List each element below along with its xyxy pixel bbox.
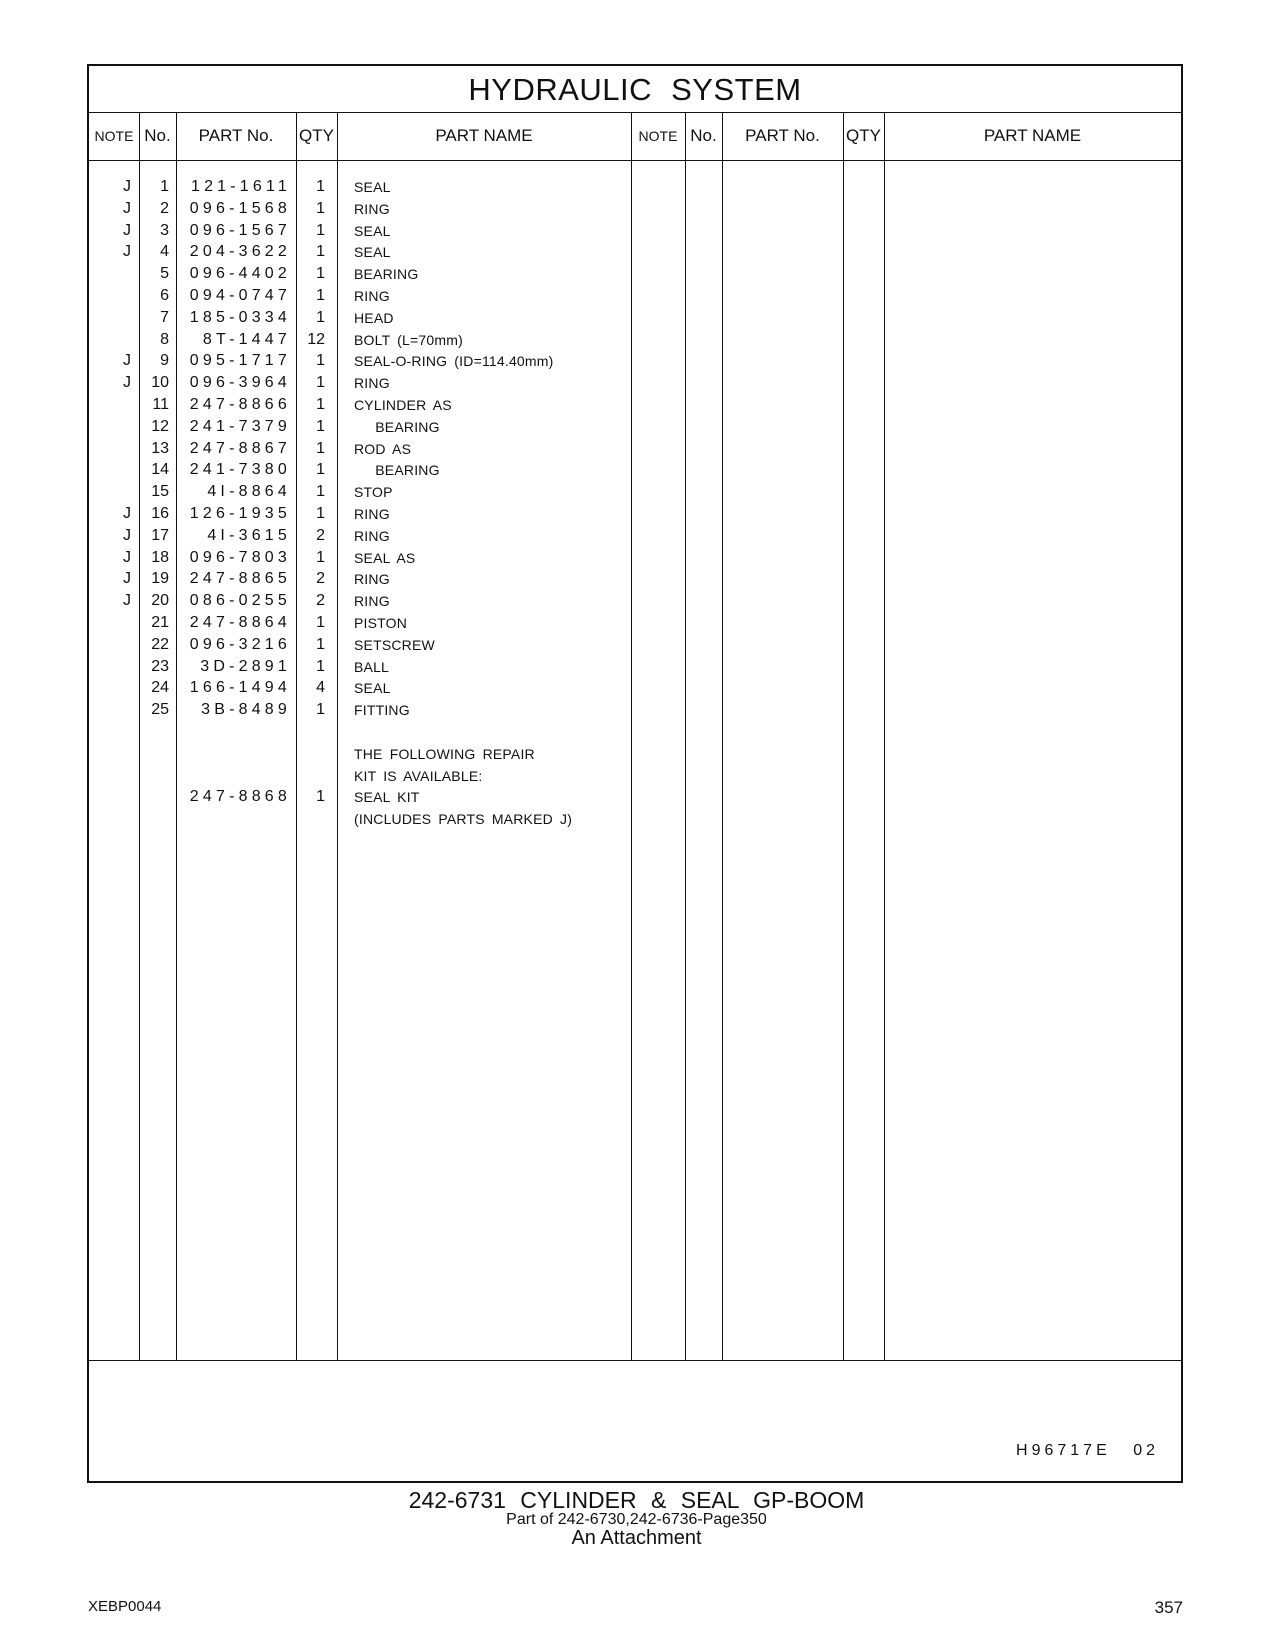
row-part-name: BEARING [354,266,419,283]
row-note: J [123,199,131,217]
group-caption [0,1488,1273,1548]
row-number: 24 [151,679,169,697]
row-note: J [123,592,131,610]
header-part-name-left: PART NAME [435,126,533,145]
row-number: 23 [151,657,169,675]
row-quantity: 1 [316,483,325,501]
table-row [89,634,629,656]
table-row [89,176,629,198]
row-part-name: THE FOLLOWING REPAIR [354,745,535,762]
row-quantity: 1 [316,352,325,370]
row-quantity: 2 [316,526,325,544]
row-part-number: 121-1611 [190,178,291,195]
column-divider [843,112,844,1361]
row-part-number: 096-3216 [189,635,291,653]
row-part-number: 185-0334 [189,308,291,326]
row-part-number: 126-1935 [189,505,291,522]
table-row [89,307,629,329]
row-quantity: 1 [316,221,325,239]
row-note: J [123,570,131,588]
row-quantity: 2 [316,570,325,588]
table-row [89,765,629,787]
row-part-name: SEAL [354,680,391,697]
row-part-name: RING [354,571,390,588]
row-part-number: 247-8865 [189,570,291,588]
row-number: 6 [160,287,169,304]
row-part-number: 247-8866 [189,396,291,413]
row-part-number: 095-1717 [189,352,291,370]
row-quantity: 1 [316,374,325,392]
row-part-name: SEAL [354,222,391,239]
row-quantity: 1 [316,701,325,719]
table-row [89,547,629,569]
row-part-number: 4I-3615 [207,526,291,544]
row-number: 11 [152,396,169,413]
row-number: 25 [151,701,169,719]
table-row [89,612,629,634]
row-number: 7 [160,308,169,326]
row-number: 3 [160,221,169,239]
row-number: 15 [151,483,169,501]
row-quantity: 1 [316,461,325,479]
row-part-number: 096-7803 [189,548,291,566]
row-part-name: BEARING [354,462,440,479]
table-row [89,481,629,503]
row-quantity: 1 [316,308,325,326]
row-part-number: 241-7379 [189,417,291,435]
document-id: XEBP0044 [88,1598,162,1615]
row-quantity: 1 [316,505,325,522]
row-part-name: CYLINDER AS [354,397,452,413]
row-part-name: KIT IS AVAILABLE: [354,767,483,784]
table-row [89,677,629,699]
illustration-reference-code: H96717E 02 [1016,1442,1159,1459]
row-part-name: PISTON [354,615,408,631]
column-divider [631,112,632,1361]
header-qty-left: QTY [299,126,334,145]
row-part-name: SETSCREW [354,636,435,653]
row-quantity: 12 [307,330,325,348]
row-part-number: 247-8868 [189,788,291,806]
row-note: J [123,548,131,566]
row-number: 1 [160,178,169,195]
row-part-number: 241-7380 [189,461,291,479]
table-row [89,568,629,590]
row-number: 20 [151,592,169,610]
row-part-name: SEAL AS [354,549,416,566]
row-number: 14 [151,461,169,479]
row-quantity: 1 [316,396,325,413]
row-quantity: 1 [316,243,325,261]
page-title: HYDRAULIC SYSTEM [89,66,1181,113]
row-quantity: 1 [316,614,325,631]
row-quantity: 1 [316,548,325,566]
row-part-name: BALL [354,658,390,675]
table-row [89,350,629,372]
row-part-number: 094-0747 [189,287,291,304]
row-part-name: STOP [354,484,393,501]
table-row [89,372,629,394]
row-quantity: 1 [316,178,325,195]
table-row [89,285,629,307]
row-quantity: 2 [316,592,325,610]
row-note: J [123,374,131,392]
table-row [89,329,629,351]
row-quantity: 1 [316,417,325,435]
header-part-no-right: PART No. [745,126,820,145]
row-number: 9 [160,352,169,370]
row-part-number: 8T-1447 [202,330,291,348]
row-quantity: 1 [316,635,325,653]
row-note: J [123,221,131,239]
table-row [89,416,629,438]
table-row [89,721,629,743]
row-part-number: 096-1567 [189,221,291,239]
table-header [89,112,1181,161]
row-part-name: RING [354,288,390,304]
row-part-name: BOLT (L=70mm) [354,331,463,348]
row-note: J [123,505,131,522]
row-part-number: 096-3964 [189,374,291,392]
row-part-number: 086-0255 [189,592,291,610]
row-part-name: SEAL KIT [354,789,420,806]
row-number: 5 [160,265,169,283]
table-row [89,438,629,460]
row-part-number: 4I-8864 [207,483,291,501]
header-no-left: No. [144,126,171,145]
row-number: 2 [160,199,169,217]
row-note: J [123,243,131,261]
row-part-name: SEAL-O-RING (ID=114.40mm) [354,353,554,370]
row-part-name: FITTING [354,702,410,719]
header-note-right: NOTE [638,128,678,144]
row-part-number: 096-1568 [189,199,291,217]
row-quantity: 1 [316,788,325,806]
row-number: 12 [151,417,169,435]
row-part-number: 3D-2891 [200,657,291,675]
header-no-right: No. [690,126,717,145]
row-quantity: 1 [316,439,325,457]
caption-group-title: 242-6731 CYLINDER & SEAL GP-BOOM [408,1487,865,1513]
table-row [89,220,629,242]
row-part-number: 096-4402 [189,265,291,283]
header-note-left: NOTE [94,128,134,144]
table-bottom-rule [89,1360,1181,1361]
row-number: 22 [151,635,169,653]
table-row [89,590,629,612]
table-row [89,808,629,830]
row-note: J [123,526,131,544]
row-number: 18 [151,548,169,566]
row-note: J [123,352,131,370]
row-part-name: (INCLUDES PARTS MARKED J) [354,811,573,828]
table-row [89,525,629,547]
table-row [89,263,629,285]
row-part-name: RING [354,506,390,522]
row-note: J [123,178,131,195]
row-part-name: ROD AS [354,440,412,457]
column-divider [685,112,686,1361]
row-part-number: 247-8867 [189,439,291,457]
row-number: 17 [151,526,169,544]
table-row [89,459,629,481]
row-number: 10 [151,374,169,392]
column-divider [884,112,885,1361]
parts-table-frame [87,64,1183,1483]
page-number: 357 [1154,1598,1183,1617]
row-number: 21 [151,614,169,631]
row-part-number: 166-1494 [189,679,291,697]
row-part-name: RING [354,375,390,392]
row-part-number: 204-3622 [189,243,291,261]
row-quantity: 4 [316,679,325,697]
table-row [89,786,629,808]
row-number: 19 [151,570,169,588]
header-qty-right: QTY [846,126,881,145]
row-number: 4 [160,243,169,261]
table-row [89,743,629,765]
table-row [89,656,629,678]
row-quantity: 1 [316,657,325,675]
table-row [89,699,629,721]
row-part-number: 247-8864 [189,614,291,631]
table-row [89,394,629,416]
row-part-name: RING [354,593,390,610]
caption-part-of: Part of 242-6730,242-6736-Page350 [506,1511,767,1528]
row-part-name: HEAD [354,309,394,326]
header-part-no-left: PART No. [198,126,274,145]
table-row [89,503,629,525]
row-number: 8 [160,330,169,348]
row-part-name: RING [354,527,390,544]
table-row [89,198,629,220]
row-part-name: RING [354,200,390,217]
row-part-name: SEAL [354,179,391,195]
row-number: 13 [151,439,169,457]
row-quantity: 1 [316,265,325,283]
row-part-number: 3B-8489 [201,701,291,719]
column-divider [722,112,723,1361]
caption-attachment: An Attachment [571,1527,702,1549]
header-part-name-right: PART NAME [983,126,1082,145]
row-part-name: SEAL [354,244,391,261]
row-quantity: 1 [316,287,325,304]
row-number: 16 [151,505,169,522]
row-part-name: BEARING [354,418,440,435]
table-row [89,241,629,263]
row-quantity: 1 [316,199,325,217]
